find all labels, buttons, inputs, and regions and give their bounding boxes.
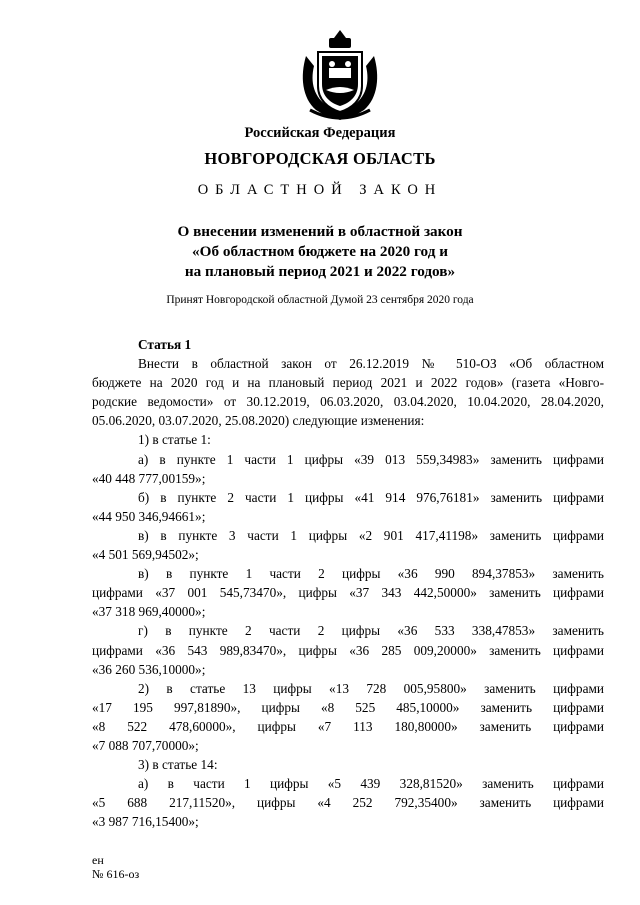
text-line: в) в пункте 3 части 1 цифры «2 901 417,41198» заменить цифрами [138, 527, 604, 543]
item-3a [92, 774, 604, 831]
item-1-label: 1) в статье 1: [138, 432, 211, 448]
text-line: цифрами «37 001 545,73470», цифры «37 343 442,50000» заменить цифрами [92, 585, 604, 601]
text-line: «17 195 997,81890», цифры «8 525 485,10000» заменить цифрами [92, 699, 604, 715]
text-line: «44 950 346,94661»; [92, 508, 206, 524]
document-footer [92, 853, 139, 881]
text-line: «7 088 707,70000»; [92, 737, 199, 753]
item-2 [92, 679, 604, 755]
text-line: б) в пункте 2 части 1 цифры «41 914 976,76181» заменить цифрами [138, 489, 604, 505]
text-line: а) в пункте 1 части 1 цифры «39 013 559,34983» заменить цифрами [138, 451, 604, 467]
text-line: «8 522 478,60000», цифры «7 113 180,80000» заменить цифрами [92, 718, 604, 734]
text-line: бюджете на 2020 год и на плановый период 2021 и 2022 годов» (газета «Новго- [92, 375, 604, 391]
footer-initials: ен [92, 853, 104, 867]
item-1v [92, 526, 604, 564]
text-line: 2) в статье 13 цифры «13 728 005,95800» заменить цифрами [138, 680, 604, 696]
item-3-label: 3) в статье 14: [138, 757, 218, 773]
country-name: Российская Федерация [244, 125, 396, 141]
article-heading: Статья 1 [138, 337, 192, 352]
text-line: «36 260 536,10000»; [92, 661, 206, 677]
item-1v-second [92, 564, 604, 621]
text-line: «4 501 569,94502»; [92, 547, 199, 563]
item-1g [92, 621, 604, 678]
text-line: «37 318 969,40000»; [92, 604, 206, 620]
law-title-line: О внесении изменений в областной закон [177, 223, 463, 240]
text-line: Внести в областной закон от 26.12.2019 № 510-ОЗ «Об областном [138, 356, 604, 372]
text-line: «40 448 777,00159»; [92, 470, 206, 486]
text-line: г) в пункте 2 части 2 цифры «36 533 338,47853» заменить [138, 623, 604, 639]
item-1b [92, 488, 604, 526]
law-title-line: «Об областном бюджете на 2020 год и [192, 243, 448, 260]
adoption-note: Принят Новгородской областной Думой 23 сентября 2020 года [166, 294, 474, 306]
text-line: цифрами «36 543 989,83470», цифры «36 285 009,20000» заменить цифрами [92, 642, 604, 658]
law-title [0, 222, 640, 282]
text-line: а) в части 1 цифры «5 439 328,81520» заменить цифрами [138, 776, 604, 792]
item-1a [92, 450, 604, 488]
law-title-line: на плановый период 2021 и 2022 годов» [184, 263, 456, 280]
text-line: «5 688 217,11520», цифры «4 252 792,35400» заменить цифрами [92, 795, 604, 811]
coat-of-arms-emblem [296, 26, 384, 122]
article-body [92, 335, 604, 831]
document-type: ОБЛАСТНОЙ ЗАКОН [197, 182, 443, 198]
text-line: в) в пункте 1 части 2 цифры «36 990 894,37853» заменить [138, 566, 604, 582]
footer-number: № 616-оз [92, 867, 140, 881]
region-name: НОВГОРОДСКАЯ ОБЛАСТЬ [204, 149, 436, 168]
text-line: «3 987 716,15400»; [92, 814, 199, 830]
article-intro [92, 354, 604, 430]
text-line: родские ведомости» от 30.12.2019, 06.03.2020, 03.04.2020, 10.04.2020, 28.04.2020, [92, 394, 604, 410]
text-line: 05.06.2020, 03.07.2020, 25.08.2020) следующие изменения: [92, 413, 425, 429]
